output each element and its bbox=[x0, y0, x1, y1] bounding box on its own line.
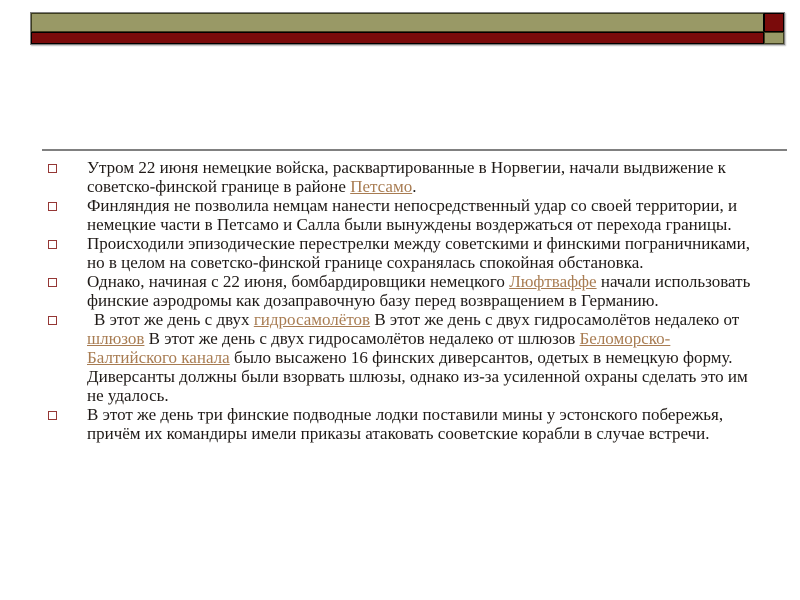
bullet-square-icon bbox=[48, 316, 57, 325]
bullet-item bbox=[45, 272, 757, 310]
text-segment: . bbox=[412, 177, 417, 196]
title-separator-line bbox=[42, 149, 787, 151]
bullet-list bbox=[45, 158, 757, 443]
text-segment: В этот же день три финские подводные лодки поставили мины у эстонского побережья, причём их командиры имели приказы атаковать сооветские корабли в случае встречи. bbox=[87, 405, 724, 443]
bullet-item bbox=[45, 405, 757, 443]
bullet-text bbox=[87, 272, 757, 310]
text-segment: начали использовать финские аэродромы как дозаправочную базу перед возвращением в Германию. bbox=[87, 272, 751, 310]
bullet-square-icon bbox=[48, 240, 57, 249]
link-luftwaffe[interactable]: Люфтваффе bbox=[509, 272, 597, 291]
link-petsamo[interactable]: Петсамо bbox=[350, 177, 413, 196]
bullet-square-icon bbox=[48, 164, 57, 173]
link-gidrosamolyotov[interactable]: гидросамолётов bbox=[253, 310, 371, 329]
bullet-square-icon bbox=[48, 202, 57, 211]
bullet-item bbox=[45, 196, 757, 234]
bullet-square-icon bbox=[48, 411, 57, 420]
text-segment: Происходили эпизодические перестрелки между советскими и финскими пограничниками, но в целом на советско-финской границе сохранялась спокойная обстановка. bbox=[87, 234, 751, 272]
bullet-item bbox=[45, 158, 757, 196]
bullet-item bbox=[45, 310, 757, 405]
bullet-text bbox=[87, 234, 757, 272]
bullet-text bbox=[87, 405, 757, 443]
banner-khaki-bar bbox=[31, 13, 764, 32]
link-belomorsko-baltiyskogo-kanala[interactable]: Беломорско-Балтийского канала bbox=[87, 329, 671, 367]
text-segment: В этот же день с двух гидросамолётов недалеко от bbox=[370, 310, 740, 329]
bullet-text bbox=[87, 196, 757, 234]
bullet-item bbox=[45, 234, 757, 272]
banner-maroon-bar bbox=[31, 32, 764, 44]
banner-khaki-square bbox=[764, 32, 784, 44]
link-shlyuzov[interactable]: шлюзов bbox=[87, 329, 145, 348]
bullet-text bbox=[87, 158, 757, 196]
text-segment: В этот же день с двух bbox=[94, 310, 254, 329]
text-segment: В этот же день с двух гидросамолётов недалеко от шлюзов bbox=[144, 329, 580, 348]
text-segment: Утром 22 июня немецкие войска, расквартированные в Норвегии, начали выдвижение к советско-финской границе в районе bbox=[87, 158, 726, 196]
bullet-square-icon bbox=[48, 278, 57, 287]
text-segment: Финляндия не позволила немцам нанести непосредственный удар со своей территории, и немецкие части в Петсамо и Салла были вынуждены воздержаться от перехода границы. bbox=[87, 196, 738, 234]
bullet-text bbox=[87, 310, 757, 405]
banner-maroon-square bbox=[764, 13, 784, 32]
text-segment: было высажено 16 финских диверсантов, одетых в немецкую форму. Диверсанты должны были взорвать шлюзы, однако из-за усиленной охраны сделать это им не удалось. bbox=[87, 348, 748, 405]
decorative-banner bbox=[30, 12, 785, 45]
text-segment: Однако, начиная с 22 июня, бомбардировщики немецкого bbox=[87, 272, 510, 291]
